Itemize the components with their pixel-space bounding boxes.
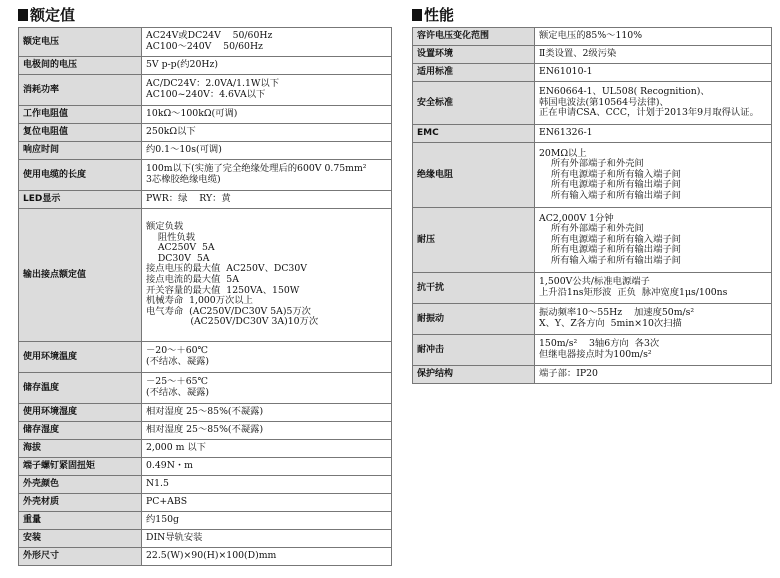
row-label: 耐振动 [413,304,535,335]
row-label: 外壳材质 [19,494,142,512]
table-row [413,335,772,366]
value-line: 约0.1～10s(可调) [146,144,222,156]
square-bullet-icon [18,9,28,21]
row-value [142,28,392,57]
table-row [413,64,772,82]
row-value [535,335,772,366]
row-label: 适用标准 [413,64,535,82]
value-line: 接点电流的最大值 5A [146,274,239,285]
value-line: AC2,000V 1分钟 [539,212,614,224]
value-line: 22.5(W)×90(H)×100(D)mm [146,550,277,562]
row-label: 外壳颜色 [19,476,142,494]
row-value [142,404,392,422]
value-line: EN61326-1 [539,127,593,139]
value-line: 150m/s² 3轴6方向 各3次 [539,338,660,350]
row-value [142,209,392,342]
row-value [142,124,392,142]
table-row [413,208,772,273]
square-bullet-icon [412,9,422,21]
row-label: 绝缘电阻 [413,143,535,208]
row-label: 储存温度 [19,373,142,404]
value-line: 开关容量的最大值 1250VA、150W [146,284,300,296]
value-line: 约150g [146,514,179,526]
row-value [535,273,772,304]
row-label: LED显示 [19,191,142,209]
value-line: 额定负载 [146,221,184,233]
table-row [19,476,392,494]
table-row [19,342,392,373]
row-label: 容许电压变化范围 [413,28,535,46]
row-value [535,64,772,82]
value-line: EN60664-1、UL508( Recognition)、 [539,86,710,98]
value-line: 10kΩ～100kΩ(可调) [146,108,238,120]
row-label: 保护结构 [413,366,535,384]
value-line: 2,000 m 以下 [146,442,206,454]
table-row [19,142,392,160]
value-line: AC/DC24V：2.0VA/1.1W以下 [146,78,280,90]
value-line: 1,500V公共/标准电源端子 [539,276,650,288]
value-line: 20MΩ以上 [539,147,587,159]
row-value [535,304,772,335]
row-label: 额定电压 [19,28,142,57]
value-line: PWR：绿 RY：黄 [146,193,231,205]
row-label: 端子螺钉紧固扭矩 [19,458,142,476]
row-value [142,476,392,494]
value-line: 100m以下(实施了完全绝缘处理后的600V 0.75mm² [146,163,367,175]
value-line: 所有外部端子和外壳间 [539,223,644,235]
value-line: (不结冰、凝露) [146,387,210,398]
value-line: 250kΩ以下 [146,126,196,138]
row-value [142,160,392,191]
value-line: 所有输入端子和所有输出端子间 [539,189,681,201]
row-label: 使用电缆的长度 [19,160,142,191]
value-line: DC30V 5A [146,252,210,264]
table-row [413,273,772,304]
value-line: 所有电源端子和所有输出端子间 [539,179,681,191]
value-line: AC250V 5A [146,242,215,254]
row-value [535,82,772,125]
value-line: (AC250V/DC30V 3A)10万次 [146,316,319,328]
row-label: 复位电阻值 [19,124,142,142]
table-row [413,46,772,64]
table-row [19,548,392,566]
row-value [142,512,392,530]
value-line: 相对湿度 25～85%(不凝露) [146,406,264,418]
value-line: (不结冰、凝露) [146,356,210,367]
table-row [19,28,392,57]
row-label: 安全标准 [413,82,535,125]
row-label: 安装 [19,530,142,548]
table-row [19,160,392,191]
row-value [142,422,392,440]
row-label: 海拔 [19,440,142,458]
value-line: 接点电压的最大值 AC250V、DC30V [146,263,307,275]
value-line: 机械寿命 1,000万次以上 [146,295,253,307]
performance-spec-table [412,27,772,384]
row-label: 储存湿度 [19,422,142,440]
table-row [19,494,392,512]
row-label: 耐冲击 [413,335,535,366]
table-row [19,530,392,548]
value-line: 所有外部端子和外壳间 [539,158,644,170]
table-row [413,28,772,46]
row-value [142,373,392,404]
value-line: 所有输入端子和所有输出端子间 [539,254,681,266]
value-line: 端子部：IP20 [539,368,598,380]
row-value [535,28,772,46]
value-line: N1.5 [146,478,169,490]
table-row [19,106,392,124]
value-line: －25～＋65℃ [146,376,208,388]
value-line: AC24V或DC24V 50/60Hz [146,30,273,42]
row-label: 耐压 [413,208,535,273]
row-label: 设置环境 [413,46,535,64]
value-line: 额定电压的85%～110% [539,30,643,42]
value-line: 3芯橡胶绝缘电缆) [146,174,221,185]
table-row [19,512,392,530]
section-title-rated [18,4,75,25]
row-value [142,142,392,160]
value-line: 所有电源端子和所有输出端子间 [539,244,681,256]
table-row [19,458,392,476]
value-line: 振动频率10～55Hz 加速度50m/s² [539,307,695,319]
row-value [142,458,392,476]
value-line: 电气寿命 (AC250V/DC30V 5A)5万次 [146,305,311,317]
row-label: 重量 [19,512,142,530]
table-row [19,57,392,75]
row-value [535,366,772,384]
value-line: 阻性负载 [146,231,196,243]
value-line: 韩国电波法(第10564号法律)、 [539,96,669,108]
table-row [413,125,772,143]
table-row [19,373,392,404]
table-row [19,440,392,458]
row-value [142,342,392,373]
row-value [142,57,392,75]
row-value [142,494,392,512]
row-value [535,143,772,208]
row-value [535,208,772,273]
value-line: －20～＋60℃ [146,345,208,357]
table-row [413,82,772,125]
value-line: 正在申请CSA、CCC，计划于2013年9月取得认证。 [539,107,759,119]
table-row [413,304,772,335]
row-value [142,191,392,209]
value-line: X、Y、Z各方向 5min×10次扫描 [539,318,682,329]
row-label: EMC [413,125,535,143]
value-line: EN61010-1 [539,66,593,78]
row-label: 输出接点额定值 [19,209,142,342]
table-row [19,124,392,142]
section-title-rated-text: 额定值 [30,6,76,24]
row-value [142,548,392,566]
row-value [142,106,392,124]
section-title-performance-text: 性能 [424,6,455,24]
value-line: 0.49N・m [146,460,193,472]
table-row [19,209,392,342]
value-line: DIN导轨安装 [146,532,203,544]
table-row [19,404,392,422]
section-title-performance [412,4,454,25]
value-line: PC+ABS [146,496,188,508]
row-label: 使用环境温度 [19,342,142,373]
row-value [142,75,392,106]
row-label: 使用环境湿度 [19,404,142,422]
row-label: 电极间的电压 [19,57,142,75]
rated-spec-table [18,27,392,566]
row-value [535,125,772,143]
value-line: 所有电源端子和所有输入端子间 [539,168,681,180]
table-row [413,366,772,384]
value-line: 5V p-p(约20Hz) [146,59,219,71]
table-row [19,75,392,106]
value-line: 但继电器接点时为100m/s² [539,349,652,360]
row-value [535,46,772,64]
row-value [142,440,392,458]
value-line: AC100～240V 50/60Hz [146,41,263,52]
row-value [142,530,392,548]
row-label: 响应时间 [19,142,142,160]
table-row [19,191,392,209]
row-label: 消耗功率 [19,75,142,106]
row-label: 抗干扰 [413,273,535,304]
value-line: AC100~240V：4.6VA以下 [146,89,266,100]
value-line: Ⅱ类设置、2级污染 [539,48,617,60]
value-line: 上升沿1ns矩形波 正负 脉冲宽度1μs/100ns [539,287,728,298]
row-label: 外形尺寸 [19,548,142,566]
table-row [413,143,772,208]
table-row [19,422,392,440]
value-line: 所有电源端子和所有输入端子间 [539,233,681,245]
row-label: 工作电阻值 [19,106,142,124]
value-line: 相对湿度 25～85%(不凝露) [146,424,264,436]
